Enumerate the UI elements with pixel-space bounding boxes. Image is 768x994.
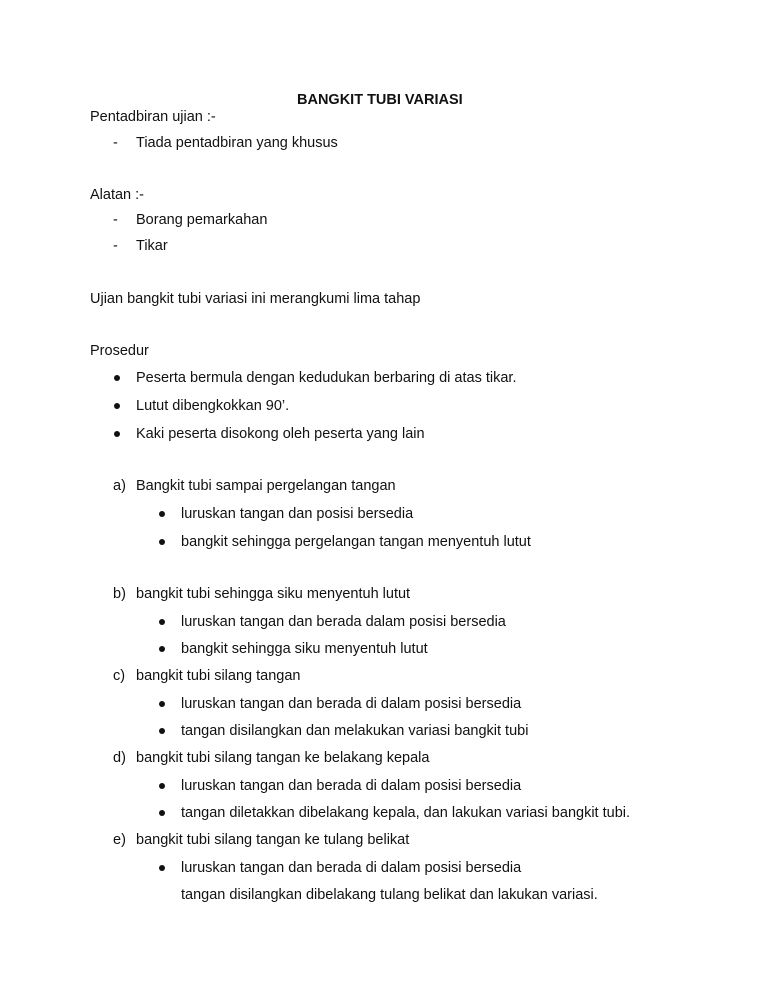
stage-marker: a) xyxy=(113,478,126,494)
stage-step: tangan diletakkan dibelakang kepala, dan lakukan variasi bangkit tubi. xyxy=(181,805,631,821)
alatan-heading: Alatan :- xyxy=(90,187,144,203)
stage-step: tangan disilangkan dan melakukan variasi bangkit tubi xyxy=(181,723,529,739)
pentadbiran-item: Tiada pentadbiran yang khusus xyxy=(136,135,338,151)
stage-step: luruskan tangan dan posisi bersedia xyxy=(181,506,414,522)
bullet-icon xyxy=(159,783,165,789)
prosedur-item: Peserta bermula dengan kedudukan berbaring di atas tikar. xyxy=(136,370,517,386)
bullet-icon xyxy=(159,539,165,545)
stage-step: luruskan tangan dan berada di dalam posisi bersedia xyxy=(181,860,522,876)
stage-label: bangkit tubi silang tangan xyxy=(136,668,301,684)
bullet-icon xyxy=(159,619,165,625)
bullet-icon xyxy=(159,728,165,734)
stage-marker: c) xyxy=(113,668,126,684)
intro-paragraph: Ujian bangkit tubi variasi ini merangkumi lima tahap xyxy=(90,291,421,307)
prosedur-heading: Prosedur xyxy=(90,343,149,359)
dash-marker: - xyxy=(113,135,118,151)
stage-marker: d) xyxy=(113,750,126,766)
stage-step: luruskan tangan dan berada dalam posisi bersedia xyxy=(181,614,506,630)
alatan-item: Borang pemarkahan xyxy=(136,212,268,228)
stage-step: tangan disilangkan dibelakang tulang belikat dan lakukan variasi. xyxy=(181,887,598,903)
bullet-icon xyxy=(159,810,165,816)
stage-step: luruskan tangan dan berada di dalam posisi bersedia xyxy=(181,696,522,712)
bullet-icon xyxy=(159,701,165,707)
alatan-item: Tikar xyxy=(136,238,168,254)
stage-step: bangkit sehingga pergelangan tangan menyentuh lutut xyxy=(181,534,531,550)
prosedur-item: Kaki peserta disokong oleh peserta yang lain xyxy=(136,426,425,442)
bullet-icon xyxy=(159,511,165,517)
stage-label: bangkit tubi sehingga siku menyentuh lutut xyxy=(136,586,411,602)
stage-label: bangkit tubi silang tangan ke belakang kepala xyxy=(136,750,430,766)
stage-step: luruskan tangan dan berada di dalam posisi bersedia xyxy=(181,778,522,794)
prosedur-item: Lutut dibengkokkan 90’. xyxy=(136,398,290,414)
stage-marker: e) xyxy=(113,832,126,848)
pentadbiran-heading: Pentadbiran ujian :- xyxy=(90,109,216,125)
bullet-icon xyxy=(114,403,120,409)
dash-marker: - xyxy=(113,238,118,254)
stage-marker: b) xyxy=(113,586,126,602)
bullet-icon xyxy=(114,431,120,437)
stage-label: Bangkit tubi sampai pergelangan tangan xyxy=(136,478,396,494)
document-title: BANGKIT TUBI VARIASI xyxy=(297,92,463,108)
dash-marker: - xyxy=(113,212,118,228)
stage-label: bangkit tubi silang tangan ke tulang belikat xyxy=(136,832,410,848)
bullet-icon xyxy=(114,375,120,381)
bullet-icon xyxy=(159,865,165,871)
stage-step: bangkit sehingga siku menyentuh lutut xyxy=(181,641,428,657)
bullet-icon xyxy=(159,646,165,652)
